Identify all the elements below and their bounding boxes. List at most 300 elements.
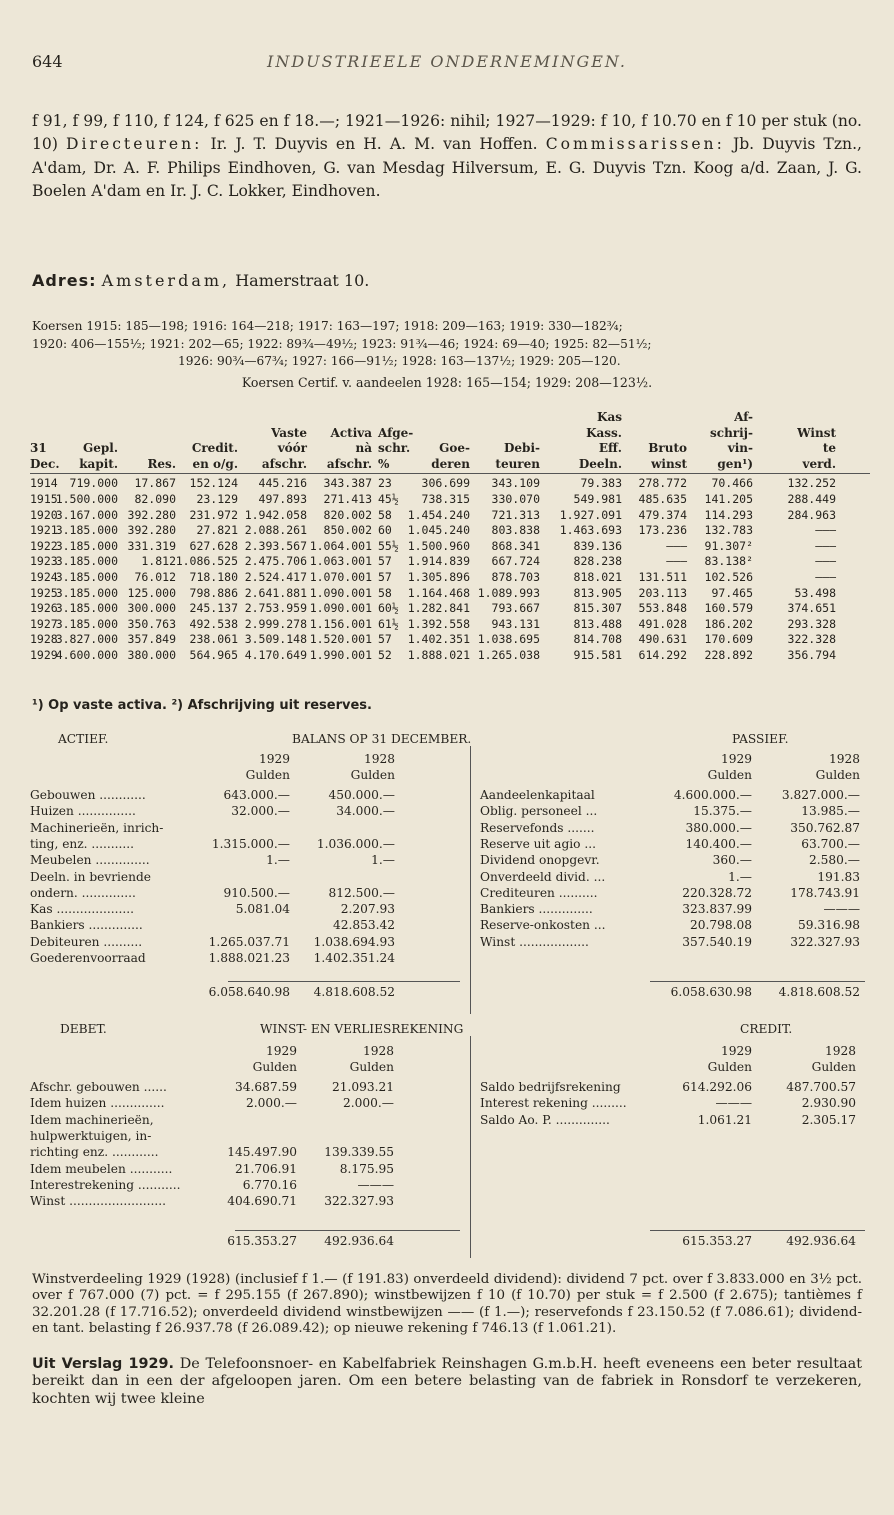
table-cell: 356.794 xyxy=(787,647,836,662)
table-cell: 45½ xyxy=(378,491,399,506)
table-cell: 3.185.000 xyxy=(55,616,118,631)
debet-item-1929: 404.690.71 xyxy=(227,1194,297,1209)
table-cell: 57 xyxy=(378,554,392,569)
verslag-paragraph xyxy=(32,1356,862,1408)
table-cell: 1.156.001 xyxy=(309,616,372,631)
table-cell: 1.090.001 xyxy=(309,601,372,616)
adres-label: Adres: xyxy=(32,271,97,290)
header-cell: Kas xyxy=(597,410,622,424)
passief-label: PASSIEF. xyxy=(732,732,789,746)
table-cell: 392.280 xyxy=(127,523,176,538)
header-cell: Goe- xyxy=(439,441,470,456)
intro-part1: f 91, f 99, f 110, f 124, f 625 en f 18.—; 1921—1926: nihil; 1927—1929: f 10, f 10.70 en f 10 per stuk (no. 10) xyxy=(32,112,862,154)
table-cell: 245.137 xyxy=(189,601,238,616)
balans-divider xyxy=(470,746,471,1014)
table-cell: 2.524.417 xyxy=(244,569,307,584)
activa-item-1928: 1.038.694.93 xyxy=(313,934,395,949)
table-cell: 497.893 xyxy=(258,491,307,506)
passiva-item-label: Crediteuren .......... xyxy=(480,885,598,900)
table-cell: 27.821 xyxy=(196,523,238,538)
table-row xyxy=(30,617,870,633)
passiva-item-1928: 59.316.98 xyxy=(797,918,860,933)
directeuren-label: Directeuren: xyxy=(66,135,203,154)
table-cell: 70.466 xyxy=(711,476,753,491)
credit-item-label: Saldo Ao. P. .............. xyxy=(480,1112,610,1127)
table-cell: 322.328 xyxy=(787,632,836,647)
table-cell: ——— xyxy=(815,538,836,553)
table-cell: 1.463.693 xyxy=(559,523,622,538)
rule-line xyxy=(228,981,460,982)
table-cell: 1.990.001 xyxy=(309,647,372,662)
table-cell: 549.981 xyxy=(573,491,622,506)
table-cell: 288.449 xyxy=(787,491,836,506)
table-cell: 3.185.000 xyxy=(55,585,118,600)
header-cell: nà xyxy=(355,441,372,456)
table-cell: 52 xyxy=(378,647,392,662)
header-cell: Eff. xyxy=(598,441,622,456)
table-cell: 4.170.649 xyxy=(244,647,307,662)
header-cell: Activa xyxy=(330,425,372,440)
table-cell: 231.972 xyxy=(189,507,238,522)
table-cell: 1.914.839 xyxy=(407,554,470,569)
debet-item-label: Winst ......................... xyxy=(30,1194,166,1209)
table-cell: 173.236 xyxy=(638,523,687,538)
year-1928: 1928 xyxy=(824,1044,856,1058)
table-cell: 564.965 xyxy=(189,647,238,662)
year-1929: 1929 xyxy=(720,1044,752,1058)
year-1929: 1929 xyxy=(258,752,290,766)
passiva-item-label: Bankiers .............. xyxy=(480,902,593,917)
passiva-item-label: Reserve uit agio ... xyxy=(480,836,596,851)
table-cell: 1.089.993 xyxy=(477,585,540,600)
activa-item-label: Goederenvoorraad xyxy=(30,951,146,965)
passiva-item-1929: 323.837.99 xyxy=(682,902,752,917)
koersen-certificaten: Koersen Certif. v. aandeelen 1928: 165—154; 1929: 208—123½. xyxy=(241,375,653,390)
header-cell: schrij- xyxy=(710,425,753,440)
debet-item-label: hulpwerktuigen, in- xyxy=(30,1128,152,1143)
activa-item-1929: 5.081.04 xyxy=(235,902,290,917)
table-cell: 793.667 xyxy=(491,601,540,616)
header-cell: vóór xyxy=(277,441,307,456)
table-cell: 850.002 xyxy=(323,523,372,538)
table-cell: 238.061 xyxy=(189,632,238,647)
header-cell: % xyxy=(378,456,390,471)
table-cell: 53.498 xyxy=(794,585,836,600)
activa-item-label: Kas .................... xyxy=(30,902,134,917)
activa-item-label: Huizen ............... xyxy=(30,804,136,819)
table-cell: 485.635 xyxy=(638,491,687,506)
table-cell: 1.392.558 xyxy=(407,616,470,631)
unit-gulden: Gulden xyxy=(252,1060,297,1074)
table-cell: 76.012 xyxy=(134,569,176,584)
table-cell: 152.124 xyxy=(189,476,238,491)
verslag-text: De Telefoonsnoer- en Kabelfabriek Reinshagen G.m.b.H. heeft eveneens een beter resultaat bereikt dan in een der afgeloopen jaren. Om een betere belasting van de fabriek in Ronsdorf te verzekeren, kochten wij twee kleine xyxy=(32,1356,862,1407)
passiva-item-1929: 380.000.— xyxy=(685,820,752,835)
credit-item-1929: ——— xyxy=(715,1096,752,1111)
table-cell: 1.454.240 xyxy=(407,507,470,522)
table-cell: 1924 xyxy=(30,569,58,584)
activa-item-1928: 42.853.42 xyxy=(332,918,395,933)
table-cell: 491.028 xyxy=(638,616,687,631)
unit-gulden: Gulden xyxy=(811,1060,856,1074)
table-cell: 943.131 xyxy=(491,616,540,631)
passiva-item-label: Reserve-onkosten ... xyxy=(480,918,606,933)
credit-item-1928: 2.305.17 xyxy=(801,1112,856,1127)
intro-part2: Ir. J. T. Duyvis en H. A. M. van Hoffen. xyxy=(210,135,538,154)
table-cell: ——— xyxy=(666,538,687,553)
table-cell: 1.520.001 xyxy=(309,632,372,647)
table-row xyxy=(30,570,870,586)
credit-label: CREDIT. xyxy=(740,1022,793,1036)
table-cell: 553.848 xyxy=(638,601,687,616)
table-cell: 1.500.960 xyxy=(407,538,470,553)
unit-gulden: Gulden xyxy=(707,1060,752,1074)
activa-item-label: ondern. .............. xyxy=(30,885,136,900)
table-cell: 718.180 xyxy=(189,569,238,584)
passiva-item-label: Dividend onopgevr. xyxy=(480,853,600,868)
wv-divider xyxy=(470,1036,471,1258)
credit-item-1929: 1.061.21 xyxy=(697,1112,752,1127)
table-cell: 357.849 xyxy=(127,632,176,647)
credit-item-1928: 2.930.90 xyxy=(801,1096,856,1111)
table-cell: 306.699 xyxy=(421,476,470,491)
table-cell: 1.942.058 xyxy=(244,507,307,522)
table-cell: 719.000 xyxy=(69,476,118,491)
table-cell: 300.000 xyxy=(127,601,176,616)
balans-section xyxy=(30,732,866,1017)
header-cell: en o/g. xyxy=(192,456,238,471)
table-cell: 1.927.091 xyxy=(559,507,622,522)
footnotes: ¹) Op vaste activa. ²) Afschrijving uit reserves. xyxy=(32,698,372,713)
table-cell: 102.526 xyxy=(704,569,753,584)
total-passiva-1928: 4.818.608.52 xyxy=(778,985,860,1000)
passiva-item-1928: ——— xyxy=(823,902,860,917)
table-cell: 330.070 xyxy=(491,491,540,506)
header-cell: te xyxy=(822,441,836,456)
year-1929: 1929 xyxy=(720,752,752,766)
table-cell: 868.341 xyxy=(491,538,540,553)
table-cell: 828.238 xyxy=(573,554,622,569)
passiva-item-label: Reservefonds ....... xyxy=(480,820,595,835)
table-cell: 170.609 xyxy=(704,632,753,647)
table-cell: ——— xyxy=(815,554,836,569)
activa-item-label: Bankiers .............. xyxy=(30,918,143,933)
year-1928: 1928 xyxy=(363,752,395,766)
table-row xyxy=(30,648,870,664)
table-cell: 97.465 xyxy=(711,585,753,600)
activa-item-1928: 1.036.000.— xyxy=(316,836,395,851)
passiva-item-1928: 3.827.000.— xyxy=(781,788,860,802)
table-cell: 3.167.000 xyxy=(55,507,118,522)
table-cell: ——— xyxy=(815,523,836,538)
passiva-item-1928: 13.985.— xyxy=(801,804,860,819)
balans-title: BALANS OP 31 DECEMBER. xyxy=(292,732,472,746)
header-cell: afschr. xyxy=(326,456,372,471)
table-cell: 4.600.000 xyxy=(55,647,118,662)
table-row xyxy=(30,586,870,602)
table-header-row xyxy=(30,410,870,426)
table-cell: 17.867 xyxy=(134,476,176,491)
koersen-line-2: 1920: 406—155½; 1921: 202—65; 1922: 89¾—49½; 1923: 91¾—46; 1924: 69—40; 1925: 82—51½; xyxy=(32,336,652,351)
table-cell: 3.185.000 xyxy=(55,523,118,538)
passiva-item-1929: 140.400.— xyxy=(685,836,752,851)
table-row xyxy=(30,601,870,617)
table-cell: 492.538 xyxy=(189,616,238,631)
debet-label: DEBET. xyxy=(60,1022,107,1036)
debet-item-1929: 145.497.90 xyxy=(227,1145,297,1160)
table-cell: 141.205 xyxy=(704,491,753,506)
total-activa-1929: 6.058.640.98 xyxy=(208,985,290,1000)
table-cell: 1.812 xyxy=(141,554,176,569)
table-cell: 1928 xyxy=(30,632,58,647)
activa-item-label: Meubelen .............. xyxy=(30,853,150,868)
table-cell: 60½ xyxy=(378,601,399,616)
table-cell: 91.307² xyxy=(704,538,753,553)
table-cell: 203.113 xyxy=(638,585,687,600)
table-cell: 284.963 xyxy=(787,507,836,522)
activa-item-label: Gebouwen ............ xyxy=(30,788,146,802)
table-row xyxy=(30,523,870,539)
year-1929: 1929 xyxy=(265,1044,297,1058)
passiva-item-1929: 4.600.000.— xyxy=(673,788,752,802)
table-cell: 839.136 xyxy=(573,538,622,553)
credit-item-1928: 487.700.57 xyxy=(786,1080,856,1094)
passiva-item-1929: 360.— xyxy=(712,853,752,868)
table-cell: 2.393.567 xyxy=(244,538,307,553)
header-cell: teuren xyxy=(495,456,540,471)
table-cell: 798.886 xyxy=(189,585,238,600)
koersen-line-3: 1926: 90¾—67¾; 1927: 166—91½; 1928: 163—137½; 1929: 205—120. xyxy=(178,354,621,368)
header-cell: afschr. xyxy=(261,456,307,471)
table-cell: 228.892 xyxy=(704,647,753,662)
table-cell: 58 xyxy=(378,585,392,600)
passiva-item-label: Aandeelenkapitaal xyxy=(480,788,595,802)
table-cell: ——— xyxy=(815,569,836,584)
passiva-item-1928: 178.743.91 xyxy=(790,885,860,900)
table-cell: 1914 xyxy=(30,476,58,491)
debet-item-1928: 322.327.93 xyxy=(324,1194,394,1209)
table-cell: 1.282.841 xyxy=(407,601,470,616)
header-cell: Vaste xyxy=(271,425,307,440)
table-cell: 803.838 xyxy=(491,523,540,538)
adres-line xyxy=(32,271,369,290)
table-cell: 1.265.038 xyxy=(477,647,540,662)
table-cell: 1922 xyxy=(30,538,58,553)
passiva-item-1928: 2.580.— xyxy=(809,853,860,868)
total-credit-1929: 615.353.27 xyxy=(682,1234,752,1249)
table-cell: 1925 xyxy=(30,585,58,600)
table-cell: 1.164.468 xyxy=(407,585,470,600)
header-cell: Af- xyxy=(734,410,753,424)
page-number: 644 xyxy=(32,52,63,71)
verslag-label: Uit Verslag 1929. xyxy=(32,1356,175,1372)
financial-table xyxy=(30,410,870,664)
table-cell: 23 xyxy=(378,476,392,491)
table-row xyxy=(30,492,870,508)
unit-gulden: Gulden xyxy=(350,768,395,782)
rule-line xyxy=(650,981,865,982)
activa-item-1929: 32.000.— xyxy=(231,804,290,819)
debet-item-1929: 21.706.91 xyxy=(234,1161,297,1176)
passiva-item-1929: 20.798.08 xyxy=(689,918,752,933)
table-cell: 738.315 xyxy=(421,491,470,506)
total-credit-1928: 492.936.64 xyxy=(786,1234,856,1249)
header-cell: Res. xyxy=(147,456,176,471)
activa-item-1929: 1.265.037.71 xyxy=(208,934,290,949)
intro-paragraph xyxy=(32,110,862,203)
table-header-row xyxy=(30,426,870,442)
table-row xyxy=(30,508,870,524)
activa-item-1929: 643.000.— xyxy=(223,788,290,802)
table-header-row xyxy=(30,441,870,457)
table-cell: 1.090.001 xyxy=(309,585,372,600)
header-cell: Afge- xyxy=(378,425,414,440)
table-cell: 271.413 xyxy=(323,491,372,506)
table-cell: 1921 xyxy=(30,523,58,538)
debet-item-1929: 6.770.16 xyxy=(242,1177,297,1192)
header-cell: Bruto xyxy=(648,441,687,456)
activa-item-label: Deeln. in bevriende xyxy=(30,869,152,884)
unit-gulden: Gulden xyxy=(245,768,290,782)
table-cell: 3.185.000 xyxy=(55,538,118,553)
passiva-item-label: Onverdeeld divid. ... xyxy=(480,869,606,884)
table-rule xyxy=(30,473,870,474)
table-cell: 132.783 xyxy=(704,523,753,538)
debet-item-1928: 139.339.55 xyxy=(324,1145,394,1160)
table-cell: 350.763 xyxy=(127,616,176,631)
table-cell: 814.708 xyxy=(573,632,622,647)
koersen-block xyxy=(32,318,872,371)
table-cell: 61½ xyxy=(378,616,399,631)
header-cell: verd. xyxy=(802,456,836,471)
credit-item-1929: 614.292.06 xyxy=(682,1080,752,1094)
winst-verlies-section xyxy=(30,1022,866,1262)
total-debet-1928: 492.936.64 xyxy=(324,1234,394,1249)
table-cell: 125.000 xyxy=(127,585,176,600)
activa-item-1928: 812.500.— xyxy=(328,885,395,900)
table-cell: 160.579 xyxy=(704,601,753,616)
debet-item-label: Idem meubelen ........... xyxy=(30,1161,173,1176)
header-cell: Kass. xyxy=(586,425,622,440)
table-cell: 1.305.896 xyxy=(407,569,470,584)
activa-item-label: Debiteuren .......... xyxy=(30,934,143,949)
header-cell: kapit. xyxy=(79,456,118,471)
debet-item-label: Interestrekening ........... xyxy=(30,1177,181,1192)
unit-gulden: Gulden xyxy=(815,768,860,782)
debet-item-1928: 2.000.— xyxy=(343,1096,394,1111)
table-cell: 57 xyxy=(378,632,392,647)
winstverdeeling-paragraph: Winstverdeeling 1929 (1928) (inclusief f 1.— (f 191.83) onverdeeld dividend): dividend 7 pct. over f 3.833.000 en 3½ pct. over f 767.000 (7) pct. = f 295.155 (f 267.890); winstbewijzen f 10 (f 10.70) per stuk = f 2.500 (f 2.675); tantièmes f 32.201.28 (f 17.716.52); onverdeeld dividend winstbewijzen —— (f 1.—); reservefonds f 23.150.52 (f 7.086.61); dividend- en tant. belasting f 26.937.78 (f 26.089.42); op nieuwe rekening f 746.13 (f 1.061.21). xyxy=(32,1272,862,1336)
table-cell: 114.293 xyxy=(704,507,753,522)
actief-label: ACTIEF. xyxy=(58,732,109,746)
passiva-item-1928: 350.762.87 xyxy=(790,820,860,835)
debet-item-label: Idem huizen .............. xyxy=(30,1096,165,1111)
activa-item-1928: 450.000.— xyxy=(328,788,395,802)
table-cell: 380.000 xyxy=(127,647,176,662)
passiva-item-1928: 322.327.93 xyxy=(790,934,860,949)
table-cell: 1927 xyxy=(30,616,58,631)
header-cell: Winst xyxy=(797,425,836,440)
debet-item-1929: 2.000.— xyxy=(246,1096,297,1111)
adres-city: Amsterdam, xyxy=(101,271,231,290)
table-cell: 1.045.240 xyxy=(407,523,470,538)
table-cell: 79.383 xyxy=(580,476,622,491)
passiva-item-1928: 63.700.— xyxy=(801,836,860,851)
debet-item-label: Idem machinerieën, xyxy=(30,1112,154,1127)
table-cell: 1923 xyxy=(30,554,58,569)
table-cell: 1926 xyxy=(30,601,58,616)
year-1928: 1928 xyxy=(828,752,860,766)
total-passiva-1929: 6.058.630.98 xyxy=(670,985,752,1000)
activa-item-1929: 910.500.— xyxy=(223,885,290,900)
total-activa-1928: 4.818.608.52 xyxy=(313,985,395,1000)
table-cell: 83.138² xyxy=(704,554,753,569)
table-cell: 3.827.000 xyxy=(55,632,118,647)
table-cell: ——— xyxy=(666,554,687,569)
table-cell: 2.753.959 xyxy=(244,601,307,616)
commissarissen-label: Commissarissen: xyxy=(545,135,725,154)
activa-item-label: Machinerieën, inrich- xyxy=(30,820,164,835)
table-cell: 331.319 xyxy=(127,538,176,553)
passiva-item-label: Winst .................. xyxy=(480,934,589,949)
rule-line xyxy=(235,1230,460,1231)
table-cell: 343.387 xyxy=(323,476,372,491)
table-cell: 278.772 xyxy=(638,476,687,491)
table-cell: 293.328 xyxy=(787,616,836,631)
table-cell: 820.002 xyxy=(323,507,372,522)
table-cell: 1.063.001 xyxy=(309,554,372,569)
table-cell: 915.581 xyxy=(573,647,622,662)
activa-item-1928: 34.000.— xyxy=(336,804,395,819)
table-cell: 131.511 xyxy=(638,569,687,584)
table-cell: 1.086.525 xyxy=(175,554,238,569)
table-cell: 813.905 xyxy=(573,585,622,600)
table-cell: 23.129 xyxy=(196,491,238,506)
activa-item-1929: 1.888.021.23 xyxy=(208,951,290,965)
header-cell: schr. xyxy=(378,441,411,456)
unit-gulden: Gulden xyxy=(707,768,752,782)
table-cell: 813.488 xyxy=(573,616,622,631)
table-cell: 815.307 xyxy=(573,601,622,616)
passiva-item-1929: 1.— xyxy=(728,869,752,884)
table-cell: 1929 xyxy=(30,647,58,662)
passiva-item-1929: 220.328.72 xyxy=(682,885,752,900)
koersen-line-1: Koersen 1915: 185—198; 1916: 164—218; 1917: 163—197; 1918: 209—163; 1919: 330—182¾; xyxy=(32,319,623,333)
table-cell: 55½ xyxy=(378,538,399,553)
header-cell: Deeln. xyxy=(578,456,622,471)
debet-item-label: richting enz. ............ xyxy=(30,1145,159,1160)
table-cell: 132.252 xyxy=(787,476,836,491)
table-row xyxy=(30,539,870,555)
table-row xyxy=(30,632,870,648)
debet-item-1928: 8.175.95 xyxy=(339,1161,394,1176)
activa-item-1928: 1.402.351.24 xyxy=(313,951,395,965)
activa-item-1929: 1.315.000.— xyxy=(211,836,290,851)
header-cell: vin- xyxy=(727,441,753,456)
table-cell: 2.641.881 xyxy=(244,585,307,600)
table-cell: 3.185.000 xyxy=(55,601,118,616)
header-cell: winst xyxy=(651,456,687,471)
passiva-item-1929: 357.540.19 xyxy=(682,934,752,949)
debet-item-1928: ——— xyxy=(357,1177,394,1192)
credit-item-label: Saldo bedrijfsrekening xyxy=(480,1080,621,1094)
table-cell: 878.703 xyxy=(491,569,540,584)
table-cell: 3.185.000 xyxy=(55,569,118,584)
table-cell: 1.402.351 xyxy=(407,632,470,647)
passiva-item-1929: 15.375.— xyxy=(693,804,752,819)
table-header-row xyxy=(30,457,870,473)
activa-item-label: ting, enz. ........... xyxy=(30,836,135,851)
